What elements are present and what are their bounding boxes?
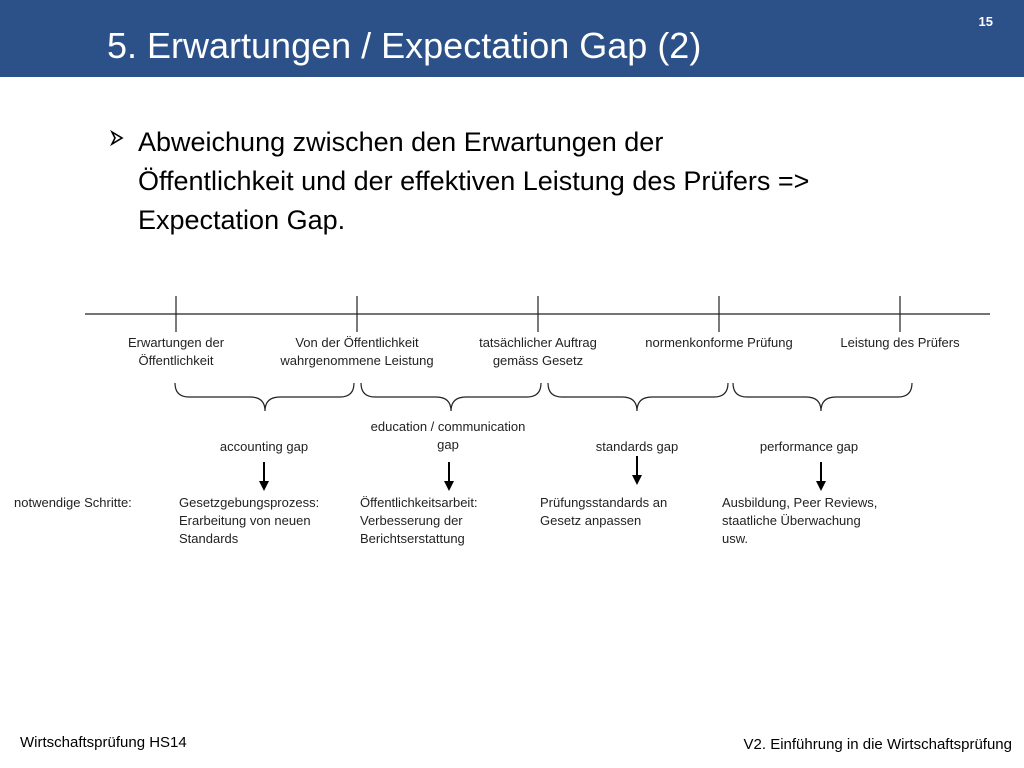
step-text: Öffentlichkeitsarbeit: Verbesserung der Berichtserstattung: [360, 495, 478, 546]
stage-label: Leistung des Prüfers: [840, 335, 960, 350]
title-bar: [0, 0, 1024, 77]
brace: [733, 383, 912, 411]
steps-label: notwendige Schritte:: [14, 495, 132, 510]
expectation-gap-diagram: [0, 280, 1024, 580]
arrow-head: [444, 481, 454, 491]
stage-label: Erwartungen der Öffentlichkeit: [127, 335, 225, 368]
bullet-line-1: Abweichung zwischen den Erwartungen der: [138, 127, 664, 157]
gap-label: standards gap: [595, 439, 679, 454]
gap-label: education / communication gap: [370, 419, 526, 452]
step-text: Gesetzgebungsprozess: Erarbeitung von neuen Standards: [179, 495, 320, 546]
gap-label: performance gap: [759, 439, 859, 454]
stage-label: tatsächlicher Auftrag gemäss Gesetz: [479, 335, 597, 368]
gap-label: accounting gap: [219, 439, 309, 454]
stage-label: normenkonforme Prüfung: [645, 335, 793, 350]
arrow-head: [816, 481, 826, 491]
step-text: Prüfungsstandards an Gesetz anpassen: [540, 495, 668, 528]
footer-lecture: V2. Einführung in die Wirtschaftsprüfung: [743, 736, 1012, 753]
stage-label: Von der Öffentlichkeit wahrgenommene Leistung: [280, 335, 434, 368]
slide-title: 5. Erwartungen / Expectation Gap (2): [107, 25, 702, 66]
brace: [175, 383, 354, 411]
arrowhead-bullet-icon: [108, 129, 126, 147]
brace: [548, 383, 728, 411]
bullet-line-3: Expectation Gap.: [138, 205, 346, 235]
footer-course: Wirtschaftsprüfung HS14: [20, 734, 187, 751]
step-text: Ausbildung, Peer Reviews, staatliche Überwachung usw.: [722, 495, 878, 546]
brace: [361, 383, 541, 411]
bullet-text: [138, 123, 1008, 240]
bullet-line-2: Öffentlichkeit und der effektiven Leistung des Prüfers =>: [138, 166, 810, 196]
arrow-head: [259, 481, 269, 491]
slide-number: 15: [978, 14, 993, 29]
arrow-head: [632, 475, 642, 485]
